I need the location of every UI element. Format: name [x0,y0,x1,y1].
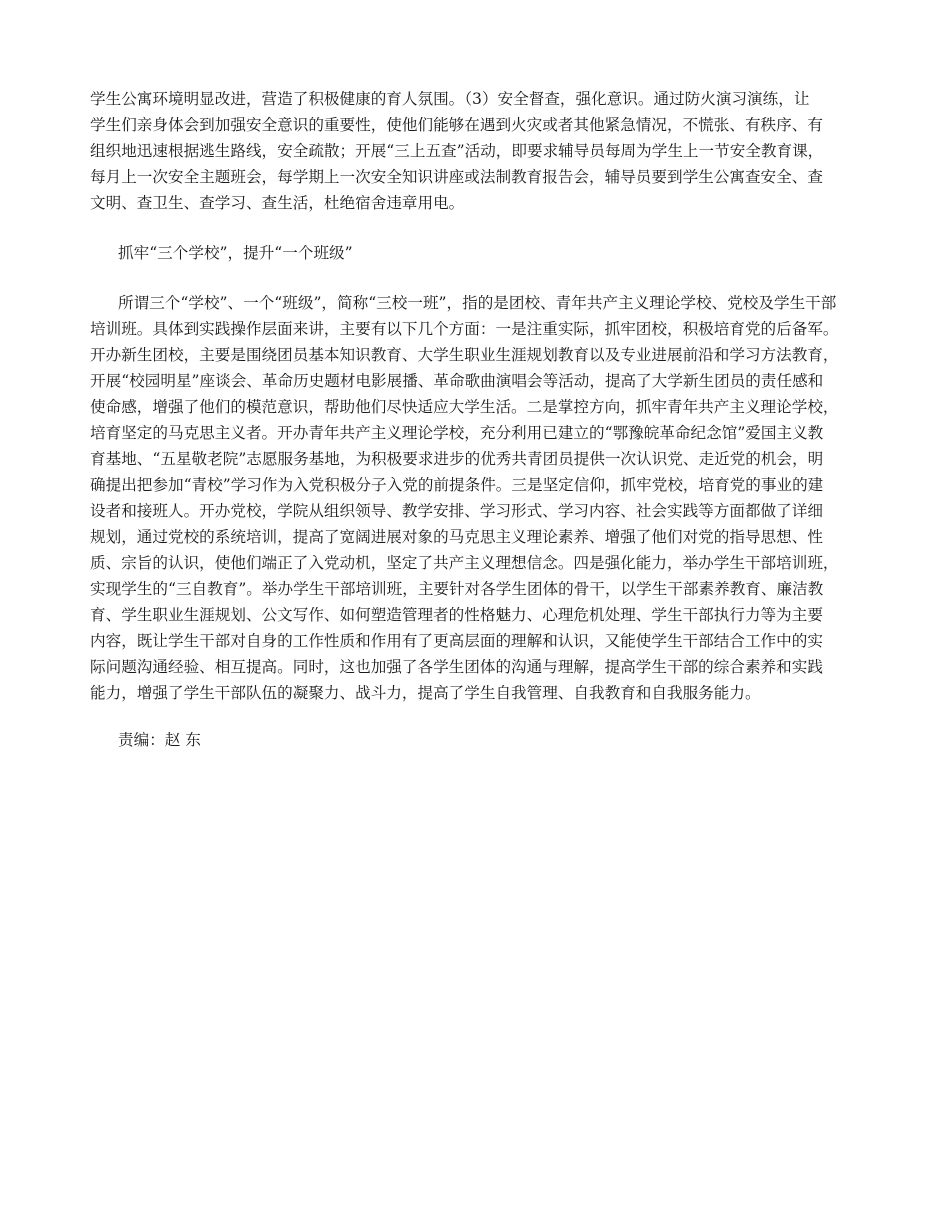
text-line: 学生们亲身体会到加强安全意识的重要性，使他们能够在遇到火灾或者其他紧急情况，不慌张、有秩序、有 [90,116,823,134]
text-line: 能力，增强了学生干部队伍的凝聚力、战斗力，提高了学生自我管理、自我教育和自我服务能力。 [90,684,761,702]
text-line: 开办新生团校，主要是围绕团员基本知识教育、大学生职业生涯规划教育以及专业进展前沿和学习方法教育， [90,346,839,364]
text-line: 培育坚定的马克思主义者。开办青年共产主义理论学校，充分利用已建立的“鄂豫皖革命纪念馆”爱国主义教 [90,424,824,442]
text-line: 所谓三个“学校”、一个“班级”，简称“三校一班”，指的是团校、青年共产主义理论学校、党校及学生干部 [118,294,837,312]
text-line: 确提出把参加“青校”学习作为入党积极分子入党的前提条件。三是坚定信仰，抓牢党校，培育党的事业的建 [90,476,824,494]
text-line: 内容，既让学生干部对自身的工作性质和作用有了更高层面的理解和认识，又能使学生干部结合工作中的实 [90,632,823,650]
paragraph-three-schools-one-class [90,290,870,706]
text-line: 实现学生的“三自教育”。举办学生干部培训班，主要针对各学生团体的骨干，以学生干部素养教育、廉洁教 [90,580,824,598]
text-line: 际问题沟通经验、相互提高。同时，这也加强了各学生团体的沟通与理解，提高学生干部的综合素养和实践 [90,658,823,676]
section-heading: 抓牢“三个学校”，提升“一个班级” [118,244,353,262]
document-page [90,86,870,753]
editor-credit: 责编：赵 东 [118,731,201,749]
text-line: 育基地、“五星敬老院”志愿服务基地，为积极要求进步的优秀共青团员提供一次认识党、走近党的机会，明 [90,450,824,468]
text-line: 每月上一次安全主题班会，每学期上一次安全知识讲座或法制教育报告会，辅导员要到学生公寓查安全、查 [90,168,823,186]
paragraph-safety-inspection [90,86,870,216]
text-line: 质、宗旨的认识，使他们端正了入党动机，坚定了共产主义理想信念。四是强化能力，举办学生干部培训班， [90,554,839,572]
text-line: 学生公寓环境明显改进，营造了积极健康的育人氛围。（3）安全督查，强化意识。通过防火演习演练，让 [90,90,810,108]
text-line: 育、学生职业生涯规划、公文写作、如何塑造管理者的性格魅力、心理危机处理、学生干部执行力等为主要 [90,606,823,624]
text-line: 组织地迅速根据逃生路线，安全疏散；开展“三上五查”活动，即要求辅导员每周为学生上一节安全教育课， [90,142,824,160]
text-line: 开展“校园明星”座谈会、革命历史题材电影展播、革命歌曲演唱会等活动，提高了大学新生团员的责任感和 [90,372,824,390]
text-line: 使命感，增强了他们的模范意识，帮助他们尽快适应大学生活。二是掌控方向，抓牢青年共产主义理论学校， [90,398,839,416]
text-line: 培训班。具体到实践操作层面来讲，主要有以下几个方面：一是注重实际，抓牢团校，积极培育党的后备军。 [90,320,839,338]
text-line: 文明、查卫生、查学习、查生活，杜绝宿舍违章用电。 [90,194,465,212]
text-line: 设者和接班人。开办党校，学院从组织领导、教学安排、学习形式、学习内容、社会实践等方面都做了详细 [90,502,823,520]
text-line: 规划，通过党校的系统培训，提高了宽阔进展对象的马克思主义理论素养、增强了他们对党的指导思想、性 [90,528,823,546]
